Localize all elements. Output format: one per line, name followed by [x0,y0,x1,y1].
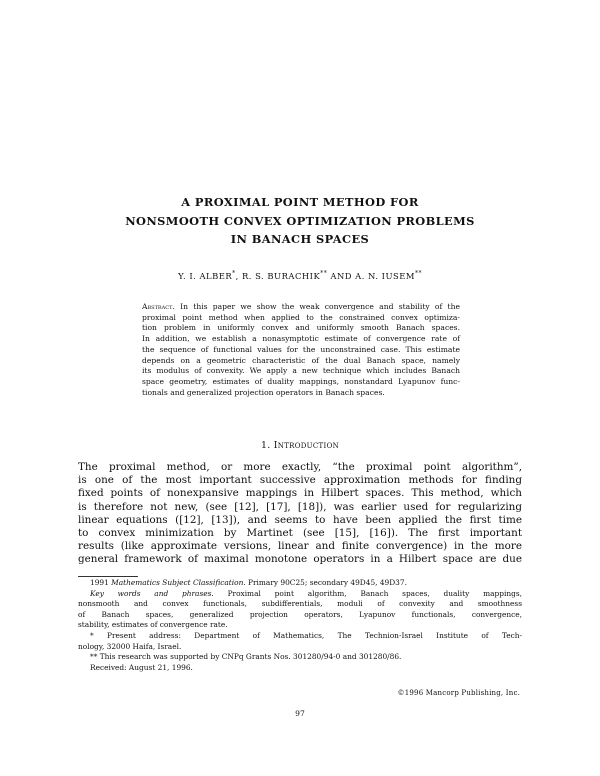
author-burachik-mark: ** [320,270,328,277]
abstract-line: In addition, we establish a nonasymptotic estimate of convergence rate of [142,334,460,344]
footnote-address-line: nology, 32000 Haifa, Israel. [78,641,182,651]
abstract-line: tionals and generalized projection operators in Banach spaces. [142,387,385,397]
footnote-keywords-line: of Banach spaces, generalized projection operators, Lyapunov functionals, convergence, [78,609,522,619]
author-iusem-mark: ** [414,270,422,277]
abstract-line: space geometry, estimates of duality mappings, nonstandard Lyapunov func- [142,376,460,386]
footnote-received: Received: August 21, 1996. [90,662,193,672]
body-line: is therefore not new, (see [12], [17], [18]), was earlier used for regularizing [78,500,522,513]
section-heading [0,440,600,451]
footnote-rule [78,576,138,577]
copyright-notice: ©1996 Mancorp Publishing, Inc. [397,689,520,697]
body-line: is one of the most important successive approximation methods for finding [78,474,522,487]
footnote-support: ** This research was supported by CNPq Grants Nos. 301280/94-0 and 301280/86. [90,652,402,662]
title-line-3: IN BANACH SPACES [230,232,370,247]
title-line-2: NONSMOOTH CONVEX OPTIMIZATION PROBLEMS [125,213,475,228]
paper-title [0,193,600,249]
footnote-address: * Present address: Department of Mathematics, The Technion-Israel Institute of Tech- [90,630,522,640]
footnotes [78,578,522,673]
abstract-line: Abstract. In this paper we show the weak convergence and stability of the [142,302,460,311]
abstract-label: Abstract. [142,302,175,311]
section-title: Introduction [273,440,340,451]
page-number: 97 [295,709,305,718]
author-separator-1: , [235,270,242,281]
author-iusem: A. N. IUSEM [355,270,415,281]
footnote-msc: 1991 Mathematics Subject Classification. Primary 90C25; secondary 49D45, 49D37. [90,578,407,587]
author-list [0,270,600,281]
abstract-line: the sequence of functional values for the unconstrained case. This estimate [142,344,460,354]
msc-label: Mathematics Subject Classification. [111,578,246,587]
abstract-line: depends on a geometric characteristic of the dual Banach space, namely [142,355,460,365]
author-alber-mark: * [232,270,236,277]
body-line: general framework of maximal monotone operators in a Hilbert space are due [78,553,522,566]
footnote-keywords-line: stability, estimates of convergence rate. [78,620,228,630]
body-line: to convex minimization by Martinet (see [15], [16]). The first important [78,527,522,540]
body-line: results (like approximate versions, linear and finite convergence) in the more [78,540,522,553]
author-separator-2: AND [327,270,356,281]
author-burachik: R. S. BURACHIK [241,270,321,281]
keywords-label: Key words and phrases. [90,588,214,598]
author-alber: Y. I. ALBER [178,270,233,281]
title-line-1: A PROXIMAL POINT METHOD FOR [181,195,419,209]
footnote-keywords-line: nonsmooth and convex functionals, subdifferentials, moduli of convexity and smoothness [78,599,522,609]
body-line: The proximal method, or more exactly, “the proximal point algorithm”, [78,461,522,473]
footnote-keywords: Key words and phrases. Proximal point algorithm, Banach spaces, duality mappings, [90,588,522,598]
abstract-line: proximal point method when applied to the constrained convex optimiza- [142,312,460,322]
body-text [78,461,522,567]
body-line: linear equations ([12], [13]), and seems to have been applied the first time [78,513,522,526]
abstract-line: its modulus of convexity. We apply a new technique which includes Banach [142,366,460,376]
abstract [142,302,460,398]
body-line: fixed points of nonexpansive mappings in Hilbert spaces. This method, which [78,487,522,500]
section-number: 1. [260,440,271,451]
abstract-line: tion problem in uniformly convex and uniformly smooth Banach spaces. [142,323,460,333]
